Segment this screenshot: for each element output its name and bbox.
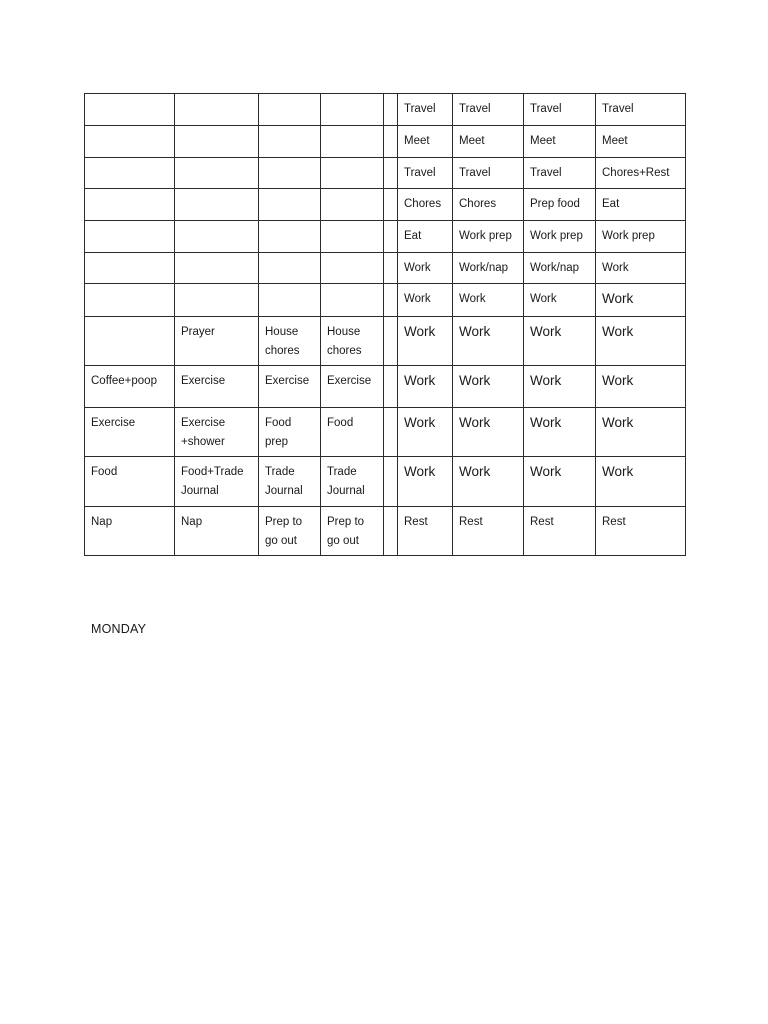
table-cell: Travel bbox=[398, 158, 453, 189]
table-cell: Prep to go out bbox=[259, 507, 321, 556]
table-cell: Work bbox=[453, 408, 524, 457]
table-cell bbox=[259, 221, 321, 253]
table-cell: Rest bbox=[524, 507, 596, 556]
table-cell: Prep food bbox=[524, 189, 596, 221]
column-gap-cell bbox=[384, 507, 398, 556]
table-cell: Food+Trade Journal bbox=[175, 457, 259, 507]
table-row bbox=[85, 253, 686, 284]
table-cell bbox=[175, 253, 259, 284]
table-cell: Travel bbox=[453, 94, 524, 126]
table-cell: Travel bbox=[398, 94, 453, 126]
table-cell bbox=[175, 221, 259, 253]
table-cell: Meet bbox=[398, 126, 453, 158]
table-cell: Work bbox=[453, 457, 524, 507]
table-row bbox=[85, 189, 686, 221]
table-cell: House chores bbox=[321, 317, 384, 366]
table-cell: Food bbox=[321, 408, 384, 457]
table-cell: Eat bbox=[398, 221, 453, 253]
table-cell bbox=[85, 253, 175, 284]
table-cell: Travel bbox=[524, 158, 596, 189]
schedule-body bbox=[85, 94, 686, 556]
table-cell bbox=[85, 158, 175, 189]
table-cell bbox=[321, 253, 384, 284]
table-cell bbox=[259, 158, 321, 189]
table-cell: Meet bbox=[596, 126, 686, 158]
table-row bbox=[85, 94, 686, 126]
column-gap-cell bbox=[384, 221, 398, 253]
table-cell: Work bbox=[398, 284, 453, 317]
table-cell bbox=[321, 284, 384, 317]
table-cell: Work bbox=[596, 408, 686, 457]
table-cell: Meet bbox=[524, 126, 596, 158]
table-cell: Rest bbox=[596, 507, 686, 556]
table-cell: Work bbox=[524, 366, 596, 408]
column-gap-cell bbox=[384, 284, 398, 317]
table-cell bbox=[321, 94, 384, 126]
column-gap-cell bbox=[384, 158, 398, 189]
table-cell: Rest bbox=[398, 507, 453, 556]
table-cell: Nap bbox=[85, 507, 175, 556]
table-cell: Exercise bbox=[259, 366, 321, 408]
column-gap-cell bbox=[384, 408, 398, 457]
column-gap-cell bbox=[384, 457, 398, 507]
table-cell: Travel bbox=[524, 94, 596, 126]
table-cell: Work bbox=[398, 317, 453, 366]
table-cell: Exercise +shower bbox=[175, 408, 259, 457]
table-cell: Prayer bbox=[175, 317, 259, 366]
table-cell bbox=[259, 189, 321, 221]
table-cell bbox=[175, 126, 259, 158]
table-cell bbox=[85, 126, 175, 158]
table-cell: Food bbox=[85, 457, 175, 507]
table-cell: Work bbox=[453, 317, 524, 366]
table-cell bbox=[259, 94, 321, 126]
table-row bbox=[85, 221, 686, 253]
table-cell bbox=[259, 284, 321, 317]
table-cell bbox=[321, 126, 384, 158]
table-cell bbox=[85, 284, 175, 317]
table-row bbox=[85, 284, 686, 317]
column-gap-cell bbox=[384, 317, 398, 366]
table-cell: Work bbox=[596, 284, 686, 317]
table-cell: House chores bbox=[259, 317, 321, 366]
table-cell bbox=[85, 189, 175, 221]
table-row bbox=[85, 457, 686, 507]
table-cell: Work bbox=[398, 366, 453, 408]
table-cell: Chores bbox=[398, 189, 453, 221]
day-label: MONDAY bbox=[91, 622, 147, 636]
table-cell: Prep to go out bbox=[321, 507, 384, 556]
table-cell: Rest bbox=[453, 507, 524, 556]
table-cell: Chores+Rest bbox=[596, 158, 686, 189]
table-cell: Chores bbox=[453, 189, 524, 221]
column-gap-cell bbox=[384, 126, 398, 158]
table-cell: Work/nap bbox=[524, 253, 596, 284]
table-row bbox=[85, 507, 686, 556]
weekly-schedule-table bbox=[84, 93, 686, 556]
table-cell bbox=[85, 221, 175, 253]
column-gap-cell bbox=[384, 94, 398, 126]
table-row bbox=[85, 317, 686, 366]
table-cell: Meet bbox=[453, 126, 524, 158]
table-cell: Work bbox=[398, 457, 453, 507]
table-cell: Work/nap bbox=[453, 253, 524, 284]
table-cell bbox=[175, 158, 259, 189]
column-gap-cell bbox=[384, 189, 398, 221]
table-cell: Food prep bbox=[259, 408, 321, 457]
table-row bbox=[85, 366, 686, 408]
table-cell: Work bbox=[398, 253, 453, 284]
table-row bbox=[85, 408, 686, 457]
table-cell: Work bbox=[398, 408, 453, 457]
table-cell: Work bbox=[596, 366, 686, 408]
table-cell: Work bbox=[596, 317, 686, 366]
table-cell: Work bbox=[524, 457, 596, 507]
table-cell bbox=[85, 94, 175, 126]
table-cell: Work bbox=[524, 284, 596, 317]
table-cell: Coffee+poop bbox=[85, 366, 175, 408]
column-gap-cell bbox=[384, 366, 398, 408]
table-cell: Work bbox=[596, 457, 686, 507]
table-cell: Nap bbox=[175, 507, 259, 556]
table-cell: Trade Journal bbox=[259, 457, 321, 507]
table-cell bbox=[321, 189, 384, 221]
table-cell: Travel bbox=[596, 94, 686, 126]
table-cell: Exercise bbox=[175, 366, 259, 408]
table-cell bbox=[175, 284, 259, 317]
table-cell bbox=[259, 126, 321, 158]
column-gap-cell bbox=[384, 253, 398, 284]
table-cell: Work prep bbox=[524, 221, 596, 253]
table-cell: Work bbox=[453, 366, 524, 408]
table-row bbox=[85, 158, 686, 189]
table-cell: Trade Journal bbox=[321, 457, 384, 507]
table-cell: Exercise bbox=[85, 408, 175, 457]
table-cell bbox=[321, 158, 384, 189]
table-cell: Work prep bbox=[596, 221, 686, 253]
table-cell bbox=[175, 189, 259, 221]
table-cell: Work prep bbox=[453, 221, 524, 253]
table-cell bbox=[85, 317, 175, 366]
table-cell: Exercise bbox=[321, 366, 384, 408]
table-cell bbox=[259, 253, 321, 284]
table-cell: Work bbox=[453, 284, 524, 317]
table-cell bbox=[175, 94, 259, 126]
table-row bbox=[85, 126, 686, 158]
table-cell bbox=[321, 221, 384, 253]
table-cell: Travel bbox=[453, 158, 524, 189]
table-cell: Work bbox=[524, 317, 596, 366]
table-cell: Work bbox=[524, 408, 596, 457]
table-cell: Work bbox=[596, 253, 686, 284]
table-cell: Eat bbox=[596, 189, 686, 221]
